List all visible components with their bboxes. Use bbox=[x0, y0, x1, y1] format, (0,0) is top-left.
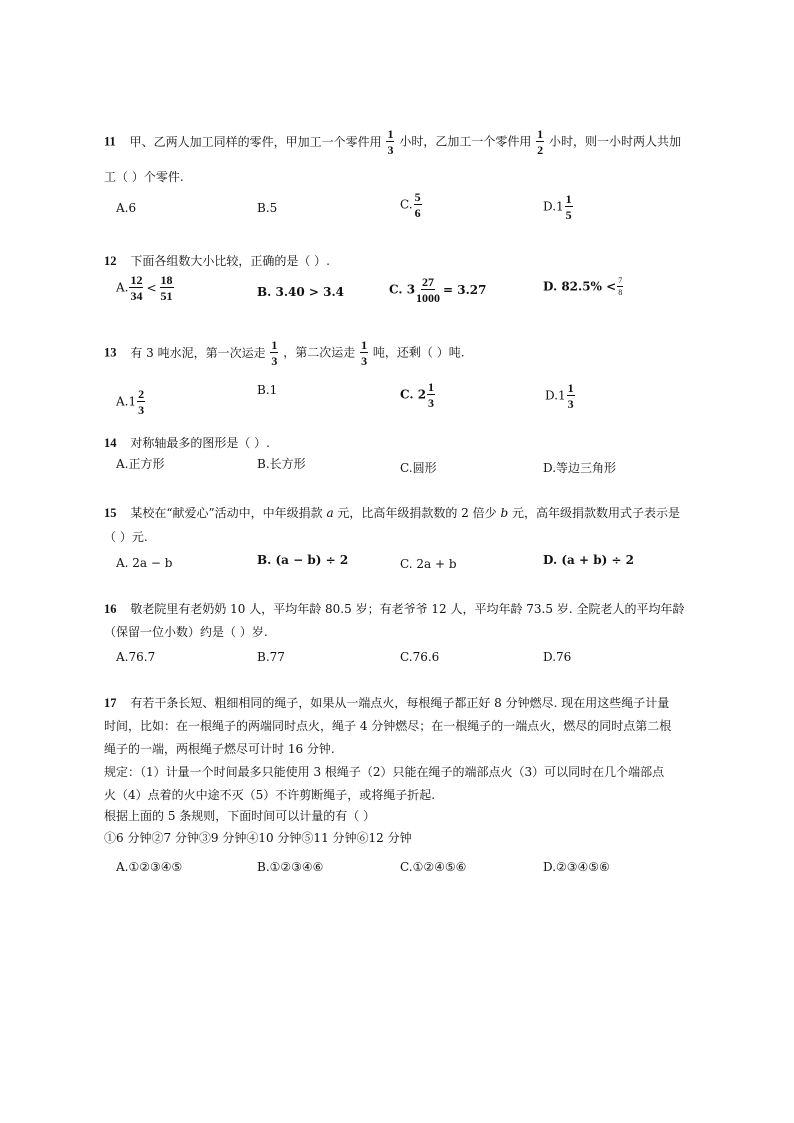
fraction: $\frac{1}{3}$ bbox=[567, 381, 574, 411]
question-14 bbox=[104, 434, 270, 451]
question-text: 小时，则一小时两人共加 bbox=[548, 134, 681, 149]
option-a[interactable]: A.76.7 bbox=[116, 650, 156, 664]
option-d[interactable]: D.1 $\frac{1}{3}$ bbox=[545, 381, 574, 411]
option-d[interactable]: D.76 bbox=[543, 650, 572, 664]
question-text-line2: 时间，比如：在一根绳子的两端同时点火，绳子 4 分钟燃尽；在一根绳子的一端点火，燃尽的同时点第二根 bbox=[104, 719, 672, 733]
question-text: 甲、乙两人加工同样的零件，甲加工一个零件用 bbox=[129, 134, 382, 149]
option-c[interactable]: C.76.6 bbox=[400, 650, 440, 664]
fraction: $\frac{1}{3}$ bbox=[271, 338, 278, 368]
question-number: 12 bbox=[104, 254, 117, 268]
question-number: 13 bbox=[104, 345, 117, 360]
option-a[interactable]: A.正方形 bbox=[116, 457, 165, 471]
option-d[interactable]: D.②③④⑤⑥ bbox=[543, 860, 610, 874]
question-16 bbox=[104, 600, 684, 617]
fraction: $\frac{12}{34}$ bbox=[130, 273, 143, 303]
question-17 bbox=[104, 694, 669, 711]
question-text-line6: 根据上面的 5 条规则，下面时间可以计量的有（ ） bbox=[104, 809, 376, 823]
question-text-line5: 火（4）点着的火中途不灭（5）不许剪断绳子，或将绳子折起. bbox=[104, 788, 436, 802]
option-c[interactable]: C.圆形 bbox=[400, 461, 437, 475]
option-b[interactable]: B.77 bbox=[257, 650, 285, 664]
question-text: 小时，乙加工一个零件用 bbox=[399, 134, 532, 149]
option-a[interactable]: A. $\frac{12}{34}$ < $\frac{18}{51}$ bbox=[116, 273, 173, 303]
option-b[interactable]: B.长方形 bbox=[257, 457, 306, 471]
question-text-line3: 绳子的一端，两根绳子燃尽可计时 16 分钟. bbox=[104, 742, 335, 756]
fraction: $\frac{1}{5}$ bbox=[565, 192, 572, 222]
question-number: 17 bbox=[104, 696, 117, 710]
option-c[interactable]: C. 2 $\frac{1}{3}$ bbox=[400, 380, 435, 410]
option-c[interactable]: C.①②④⑤⑥ bbox=[400, 860, 467, 874]
option-b[interactable]: B.5 bbox=[257, 201, 278, 215]
question-text: 元，比高年级捐款数的 2 倍少 bbox=[337, 506, 497, 520]
variable-b: b bbox=[500, 506, 509, 520]
option-d[interactable]: D.等边三角形 bbox=[543, 461, 617, 475]
fraction: $\frac{5}{6}$ bbox=[414, 190, 421, 220]
fraction: $\frac{18}{51}$ bbox=[160, 273, 173, 303]
question-number: 15 bbox=[104, 506, 117, 520]
question-text-line7: ①6 分钟②7 分钟③9 分钟④10 分钟⑤11 分钟⑥12 分钟 bbox=[104, 831, 412, 845]
question-text: 有 3 吨水泥，第一次运走 bbox=[130, 345, 266, 360]
fraction: $\frac{27}{1000}$ bbox=[416, 275, 441, 305]
option-c[interactable]: C. 2a + b bbox=[400, 557, 457, 571]
fraction: $\frac{7}{8}$ bbox=[618, 276, 623, 297]
question-text-line2: 工（ ）个零件. bbox=[104, 170, 184, 184]
question-number: 14 bbox=[104, 436, 117, 450]
question-12 bbox=[104, 252, 330, 269]
question-text: 有若干条长短、粗细相同的绳子，如果从一端点火，每根绳子都正好 8 分钟燃尽. 现在用这些绳子计量 bbox=[130, 696, 670, 710]
option-d[interactable]: D.1 $\frac{1}{5}$ bbox=[543, 192, 572, 222]
question-text: 敬老院里有老奶奶 10 人，平均年龄 80.5 岁；有老爷爷 12 人，平均年龄 73.5 岁. 全院老人的平均年龄 bbox=[130, 602, 685, 616]
question-text: 下面各组数大小比较，正确的是（ ）. bbox=[130, 254, 330, 268]
question-text: 某校在“献爱心”活动中，中年级捐款 bbox=[130, 506, 323, 520]
option-a[interactable]: A.6 bbox=[116, 201, 137, 215]
option-a[interactable]: A. 2a − b bbox=[116, 556, 173, 570]
option-b[interactable]: B.1 bbox=[257, 383, 278, 397]
option-d[interactable]: D. 82.5% < $\frac{7}{8}$ bbox=[543, 276, 623, 297]
question-text: 吨，还剩（ ）吨. bbox=[372, 345, 465, 360]
fraction: $\frac{2}{3}$ bbox=[138, 387, 145, 417]
question-text: 元，高年级捐款数用式子表示是 bbox=[512, 506, 681, 520]
fraction: $\frac{1}{2}$ bbox=[537, 127, 544, 157]
option-a[interactable]: A.①②③④⑤ bbox=[116, 860, 183, 874]
option-a[interactable]: A.1 $\frac{2}{3}$ bbox=[116, 387, 145, 417]
question-text-line2: （保留一位小数）约是（ ）岁. bbox=[104, 625, 268, 639]
question-15 bbox=[104, 504, 680, 521]
question-13 bbox=[104, 339, 465, 367]
question-text-line2: （ ）元. bbox=[104, 530, 148, 544]
variable-a: a bbox=[326, 506, 334, 520]
fraction: $\frac{1}{3}$ bbox=[387, 127, 394, 157]
question-number: 16 bbox=[104, 602, 117, 616]
question-number: 11 bbox=[104, 134, 116, 149]
option-b[interactable]: B.①②③④⑥ bbox=[257, 860, 324, 874]
question-text: 对称轴最多的图形是（ ）. bbox=[130, 436, 270, 450]
question-text: ，第二次运走 bbox=[283, 345, 356, 360]
option-d[interactable]: D. (a + b) ÷ 2 bbox=[543, 553, 635, 567]
option-b[interactable]: B. 3.40 > 3.4 bbox=[257, 285, 345, 299]
option-c[interactable]: C. 3 $\frac{27}{1000}$ = 3.27 bbox=[389, 275, 487, 305]
option-b[interactable]: B. (a − b) ÷ 2 bbox=[257, 553, 349, 567]
fraction: $\frac{1}{3}$ bbox=[428, 380, 435, 410]
question-11 bbox=[104, 128, 681, 156]
question-text-line4: 规定：（1）计量一个时间最多只能使用 3 根绳子（2）只能在绳子的端部点火（3）可以同时在几个端部点 bbox=[104, 765, 665, 779]
option-c[interactable]: C. $\frac{5}{6}$ bbox=[400, 190, 421, 220]
fraction: $\frac{1}{3}$ bbox=[361, 338, 368, 368]
